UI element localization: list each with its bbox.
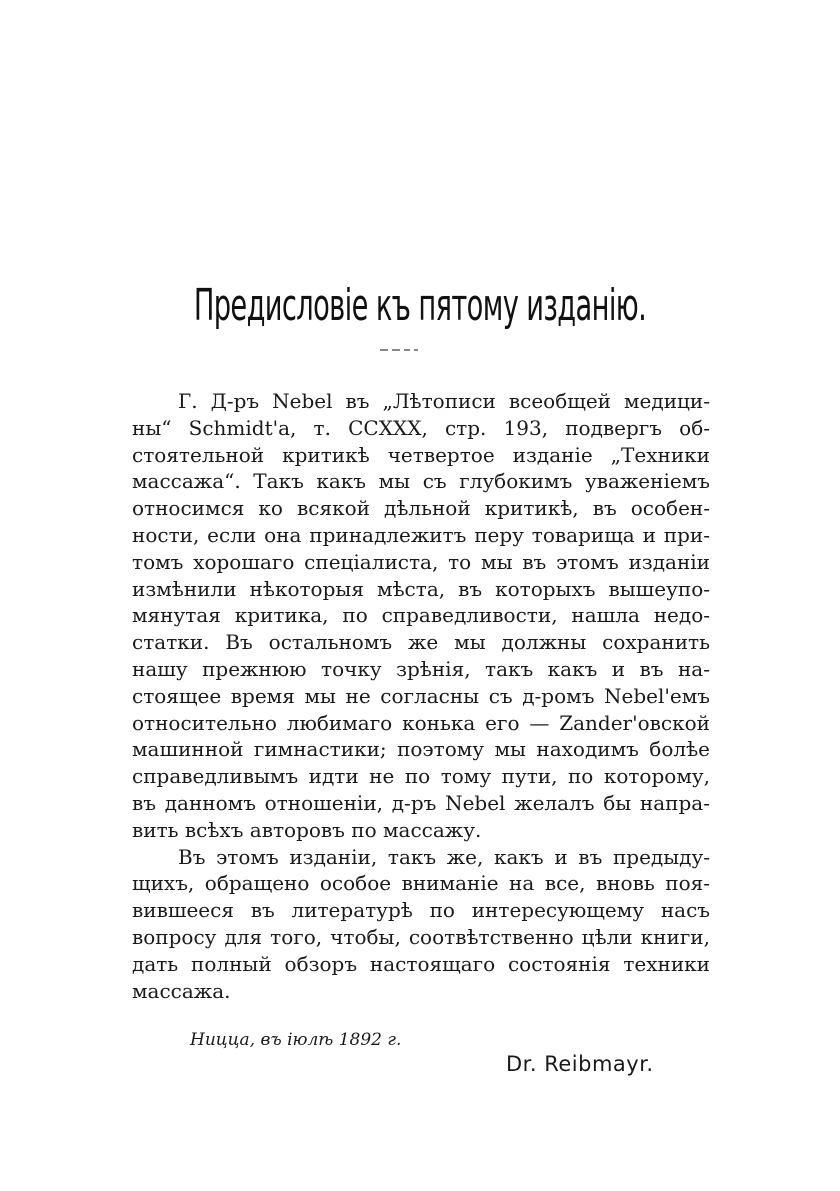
paragraph-2	[132, 844, 710, 1005]
text-line: стоящее время мы не согласны съ д-ромъ Nebel'емъ	[132, 683, 710, 708]
text-line: ны“ Schmidt'a, т. CCXXX, стр. 193, подвергъ об-	[132, 415, 710, 440]
text-line: вить всѣхъ авторовъ по массажу.	[132, 817, 482, 842]
text-line: вившееся въ литературѣ по интересующему насъ	[132, 898, 710, 923]
text-line: мянутая критика, по справедливости, нашла недо-	[132, 603, 710, 628]
text-line: машинной гимнастики; поэтому мы находимъ болѣе	[132, 737, 710, 762]
text-line: Г. Д-ръ Nebel въ „Лѣтописи всеобщей медици-	[178, 389, 710, 413]
signature-place-date: Ницца, въ іюлѣ 1892 г.	[190, 1030, 402, 1050]
preface-text	[132, 388, 710, 1004]
text-line: томъ хорошаго спеціалиста, то мы въ этомъ изданіи	[132, 549, 710, 574]
text-line: ности, если она принадлежитъ перу товарища и при-	[132, 522, 710, 547]
text-line: щихъ, обращено особое вниманіе на все, вновь поя-	[132, 871, 710, 896]
text-line: статки. Въ остальномъ же мы должны сохранить	[132, 630, 710, 655]
signature-author: Dr. Reibmayr.	[506, 1052, 654, 1076]
page-title: Предисловіе къ пятому изданію.	[193, 280, 647, 331]
text-line: массажа.	[132, 978, 231, 1003]
text-line: дать полный обзоръ настоящаго состоянія техники	[132, 951, 710, 976]
text-line: въ данномъ отношеніи, д-ръ Nebel желалъ бы напра-	[132, 790, 710, 815]
text-line: стоятельной критикѣ четвертое изданіе „Техники	[132, 442, 710, 467]
text-line: справедливымъ идти не по тому пути, по которому,	[132, 764, 710, 789]
text-line: нашу прежнюю точку зрѣнія, такъ какъ и въ на-	[132, 656, 710, 681]
text-line: измѣнили нѣкоторыя мѣста, въ которыхъ вышеупо-	[132, 576, 710, 601]
paragraph-1	[132, 388, 710, 844]
ornament-dash	[378, 344, 420, 356]
text-line: массажа“. Такъ какъ мы съ глубокимъ уваженіемъ	[132, 469, 710, 494]
text-line: относимся ко всякой дѣльной критикѣ, въ особен-	[132, 496, 710, 521]
text-line: относительно любимаго конька его — Zander'овской	[132, 710, 710, 735]
text-line: вопросу для того, чтобы, соотвѣтственно цѣли книги,	[132, 924, 710, 949]
text-line: Въ этомъ изданіи, такъ же, какъ и въ предыду-	[178, 844, 710, 869]
